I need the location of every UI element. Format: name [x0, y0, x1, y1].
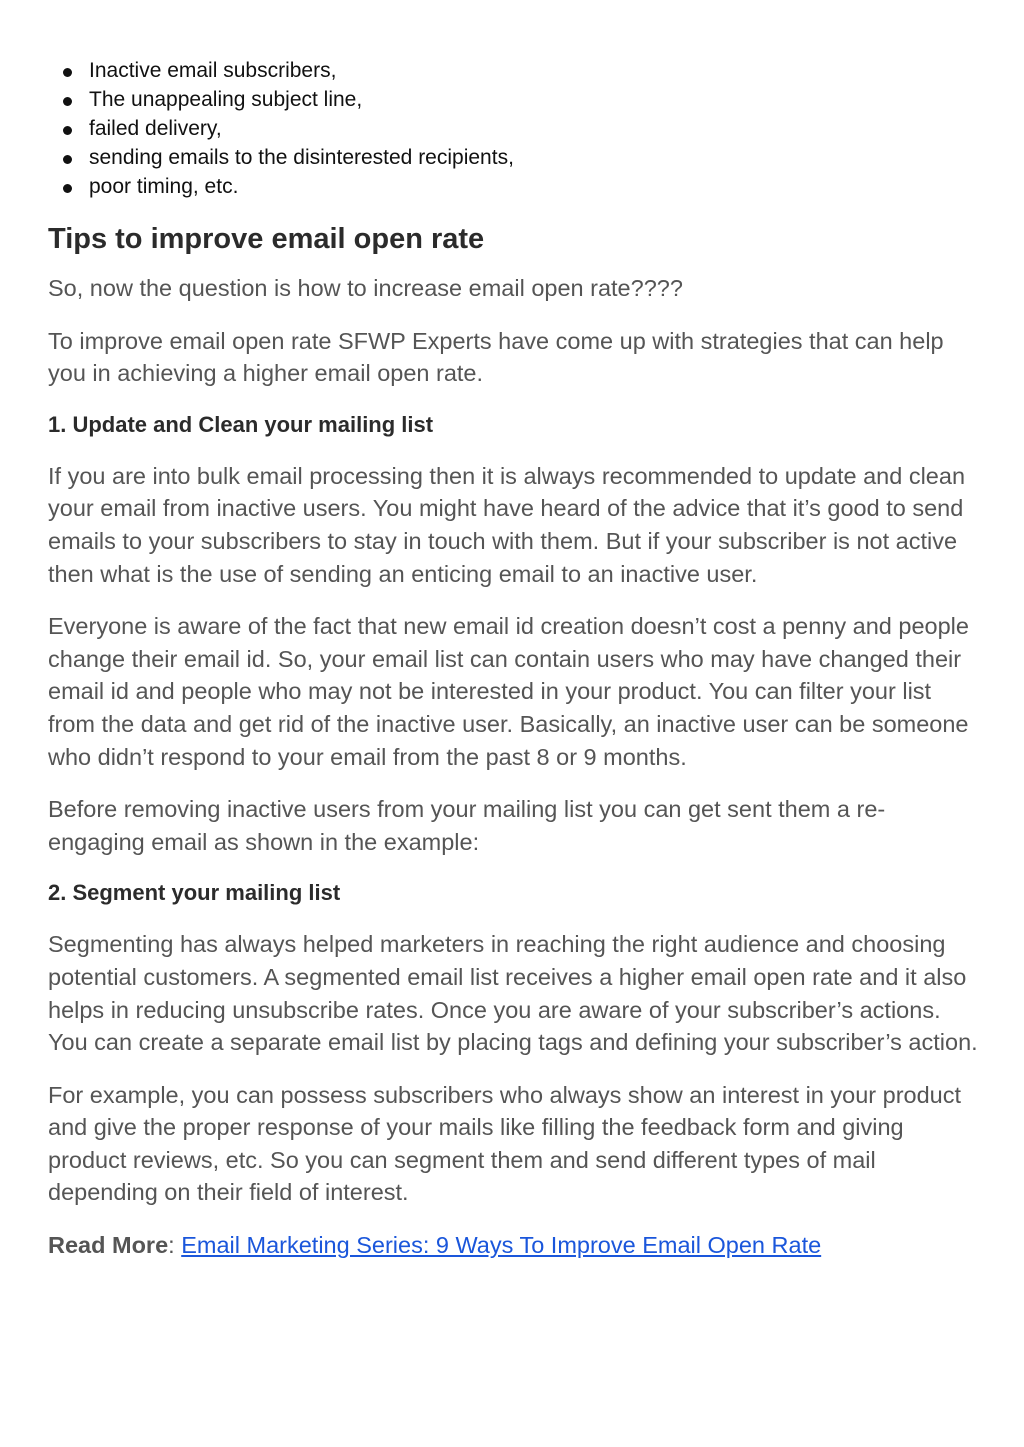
- section2-paragraph-2: For example, you can possess subscribers who always show an interest in your product and give the proper response of your mails like filling the feedback form and giving product reviews, etc. So you can segment them and send different types of mail depending on their field of interest.: [48, 1081, 962, 1206]
- intro-strategy: To improve email open rate SFWP Experts have come up with strategies that can help you in achieving a higher email open rate.: [48, 327, 944, 387]
- section1-paragraph-3: Before removing inactive users from your mailing list you can get sent them a re-engaging email as shown in the example:: [48, 796, 886, 855]
- section1-paragraph-1: If you are into bulk email processing then it is always recommended to update and clean your email from inactive users. You might have heard of the advice that it’s good to send emails to your subscribers to stay in touch with them. But if your subscriber is not active then what is the use of sending an enticing email to an inactive user.: [48, 462, 966, 587]
- list-item-text: failed delivery,: [89, 117, 222, 140]
- list-item: [48, 143, 978, 172]
- section1-title: 1. Update and Clean your mailing list: [48, 411, 434, 437]
- read-more-separator: :: [168, 1232, 175, 1259]
- list-item-text: poor timing, etc.: [89, 175, 239, 198]
- section-heading: Tips to improve email open rate: [48, 223, 485, 255]
- list-item: [48, 56, 978, 85]
- reasons-list: [48, 56, 978, 201]
- read-more-label: Read More: [48, 1232, 169, 1259]
- bullet-icon: [63, 97, 72, 106]
- bullet-icon: [63, 184, 72, 193]
- article-content: [48, 56, 978, 1262]
- bullet-icon: [63, 126, 72, 135]
- read-more: [48, 1229, 978, 1262]
- bullet-icon: [63, 155, 72, 164]
- list-item-text: Inactive email subscribers,: [89, 59, 337, 82]
- section2-paragraph-1: Segmenting has always helped marketers in reaching the right audience and choosing potential customers. A segmented email list receives a higher email open rate and it also helps in reducing unsubscribe rates. Once you are aware of your subscriber’s actions. You can create a separate email list by placing tags and defining your subscriber’s action.: [48, 931, 978, 1056]
- list-item-text: The unappealing subject line,: [89, 88, 363, 111]
- list-item: [48, 85, 978, 114]
- section1-paragraph-2: Everyone is aware of the fact that new email id creation doesn’t cost a penny and people change their email id. So, your email list can contain users who may have changed their email id and people who may not be interested in your product. You can filter your list from the data and get rid of the inactive user. Basically, an inactive user can be someone who didn’t respond to your email from the past 8 or 9 months.: [48, 613, 969, 770]
- bullet-icon: [63, 68, 72, 77]
- list-item: [48, 172, 978, 201]
- intro-question: So, now the question is how to increase email open rate????: [48, 275, 683, 301]
- read-more-link[interactable]: Email Marketing Series: 9 Ways To Improve Email Open Rate: [181, 1232, 822, 1259]
- list-item-text: sending emails to the disinterested recipients,: [89, 146, 514, 169]
- section2-title: 2. Segment your mailing list: [48, 880, 341, 906]
- list-item: [48, 114, 978, 143]
